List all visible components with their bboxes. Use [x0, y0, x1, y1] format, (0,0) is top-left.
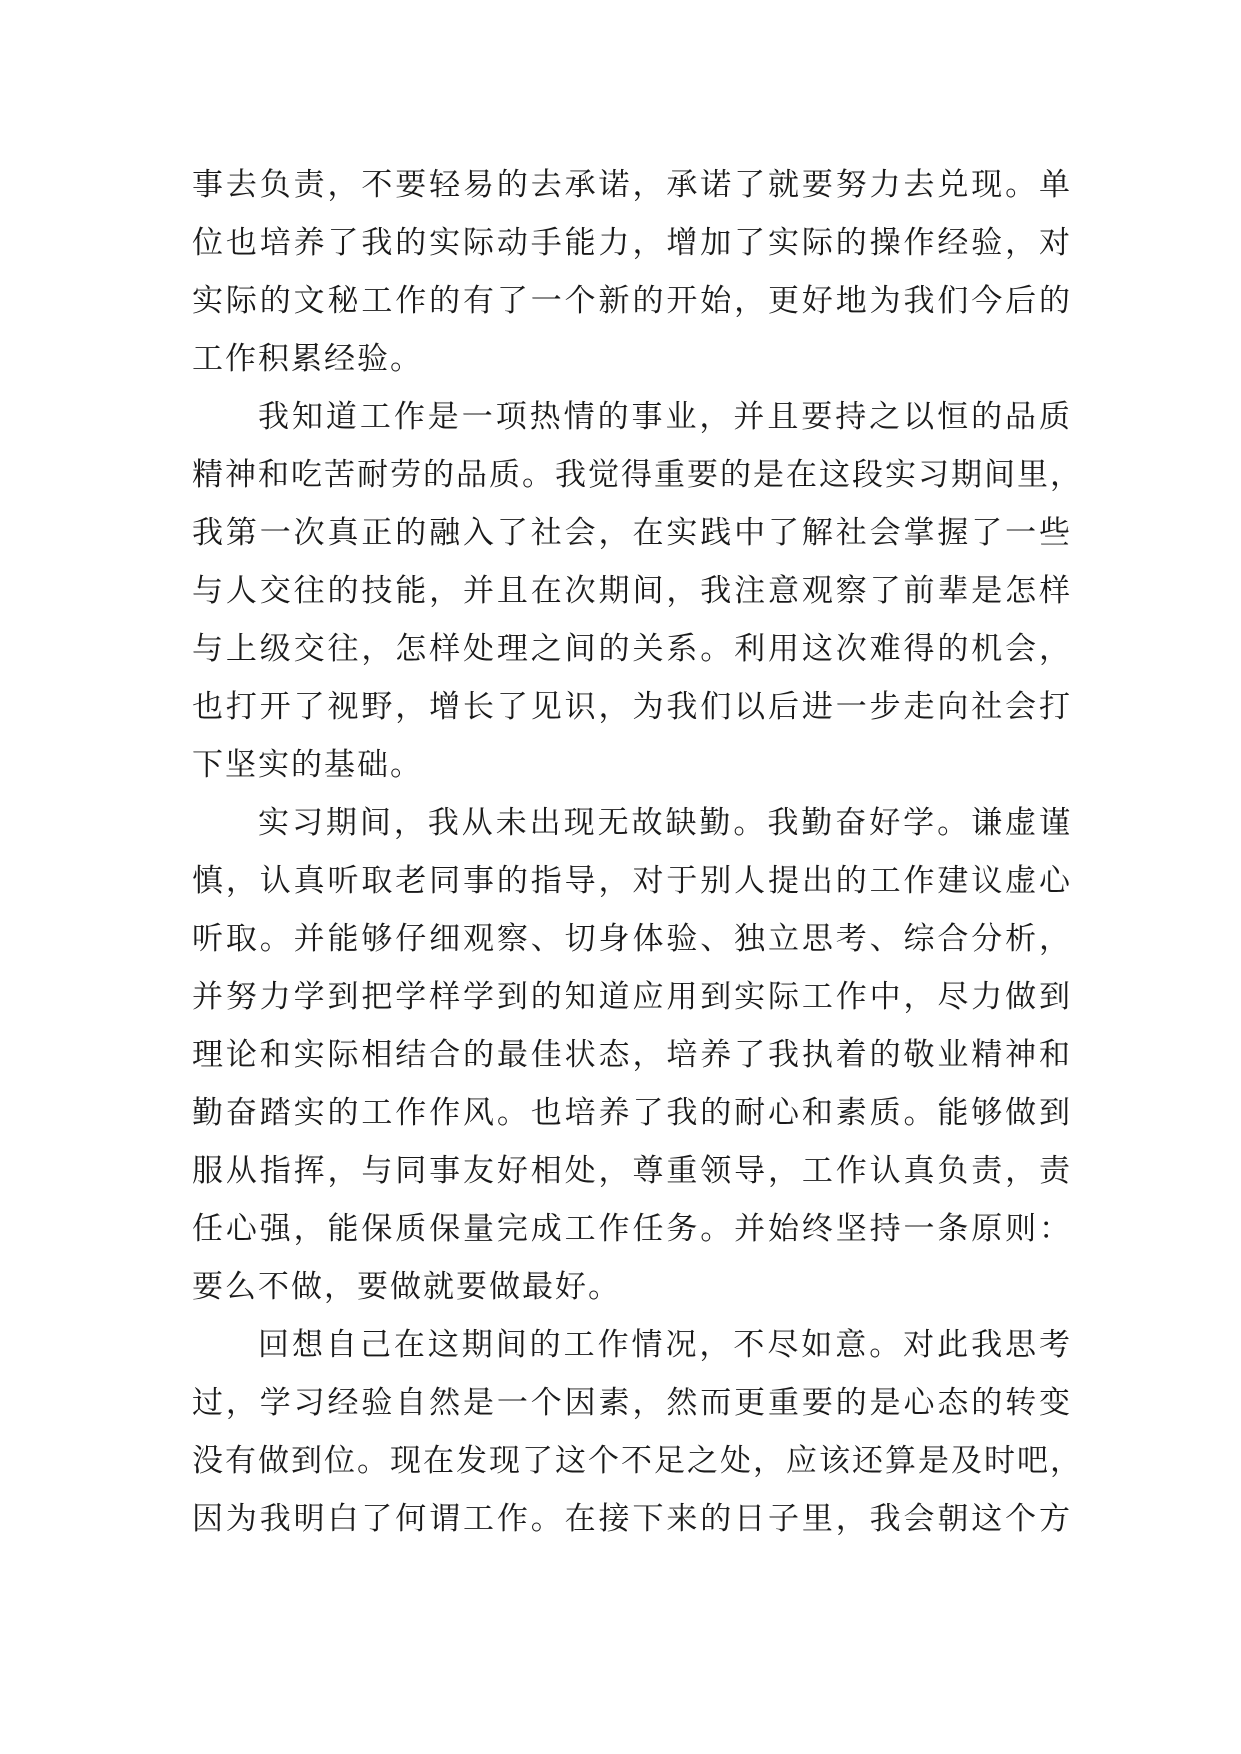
paragraph-1 [192, 156, 1072, 388]
text-line: 理论和实际相结合的最佳状态，培养了我执着的敬业精神和 [192, 1037, 1072, 1073]
text-line: 实际的文秘工作的有了一个新的开始，更好地为我们今后的 [192, 283, 1072, 319]
text-line: 也打开了视野，增长了见识，为我们以后进一步走向社会打 [192, 689, 1072, 725]
text-line: 事去负责，不要轻易的去承诺，承诺了就要努力去兑现。单 [192, 167, 1072, 203]
text-line: 服从指挥，与同事友好相处，尊重领导，工作认真负责，责 [192, 1153, 1072, 1189]
text-line: 我第一次真正的融入了社会，在实践中了解社会掌握了一些 [192, 515, 1072, 551]
text-line: 要么不做，要做就要做最好。 [192, 1269, 621, 1305]
text-line: 我知道工作是一项热情的事业，并且要持之以恒的品质 [258, 399, 1072, 435]
text-line: 没有做到位。现在发现了这个不足之处，应该还算是及时吧， [192, 1443, 1083, 1479]
text-line: 因为我明白了何谓工作。在接下来的日子里，我会朝这个方 [192, 1501, 1072, 1537]
paragraph-4 [192, 1316, 1083, 1548]
text-line: 实习期间，我从未出现无故缺勤。我勤奋好学。谦虚谨 [258, 805, 1072, 841]
text-line: 与上级交往，怎样处理之间的关系。利用这次难得的机会， [192, 631, 1072, 667]
text-line: 慎，认真听取老同事的指导，对于别人提出的工作建议虚心 [192, 863, 1072, 899]
text-line: 下坚实的基础。 [192, 747, 423, 783]
text-line: 工作积累经验。 [192, 341, 423, 377]
text-line: 与人交往的技能，并且在次期间，我注意观察了前辈是怎样 [192, 573, 1072, 609]
paragraph-2 [192, 388, 1083, 794]
text-line: 过，学习经验自然是一个因素，然而更重要的是心态的转变 [192, 1385, 1072, 1421]
text-line: 回想自己在这期间的工作情况，不尽如意。对此我思考 [258, 1327, 1072, 1363]
text-line: 任心强，能保质保量完成工作任务。并始终坚持一条原则： [192, 1211, 1072, 1247]
text-line: 勤奋踏实的工作作风。也培养了我的耐心和素质。能够做到 [192, 1095, 1072, 1131]
document-body [192, 156, 1083, 1548]
paragraph-3 [192, 794, 1072, 1316]
text-line: 并努力学到把学样学到的知道应用到实际工作中，尽力做到 [192, 979, 1072, 1015]
text-line: 听取。并能够仔细观察、切身体验、独立思考、综合分析， [192, 921, 1072, 957]
text-line: 位也培养了我的实际动手能力，增加了实际的操作经验，对 [192, 225, 1072, 261]
text-line: 精神和吃苦耐劳的品质。我觉得重要的是在这段实习期间里， [192, 457, 1083, 493]
